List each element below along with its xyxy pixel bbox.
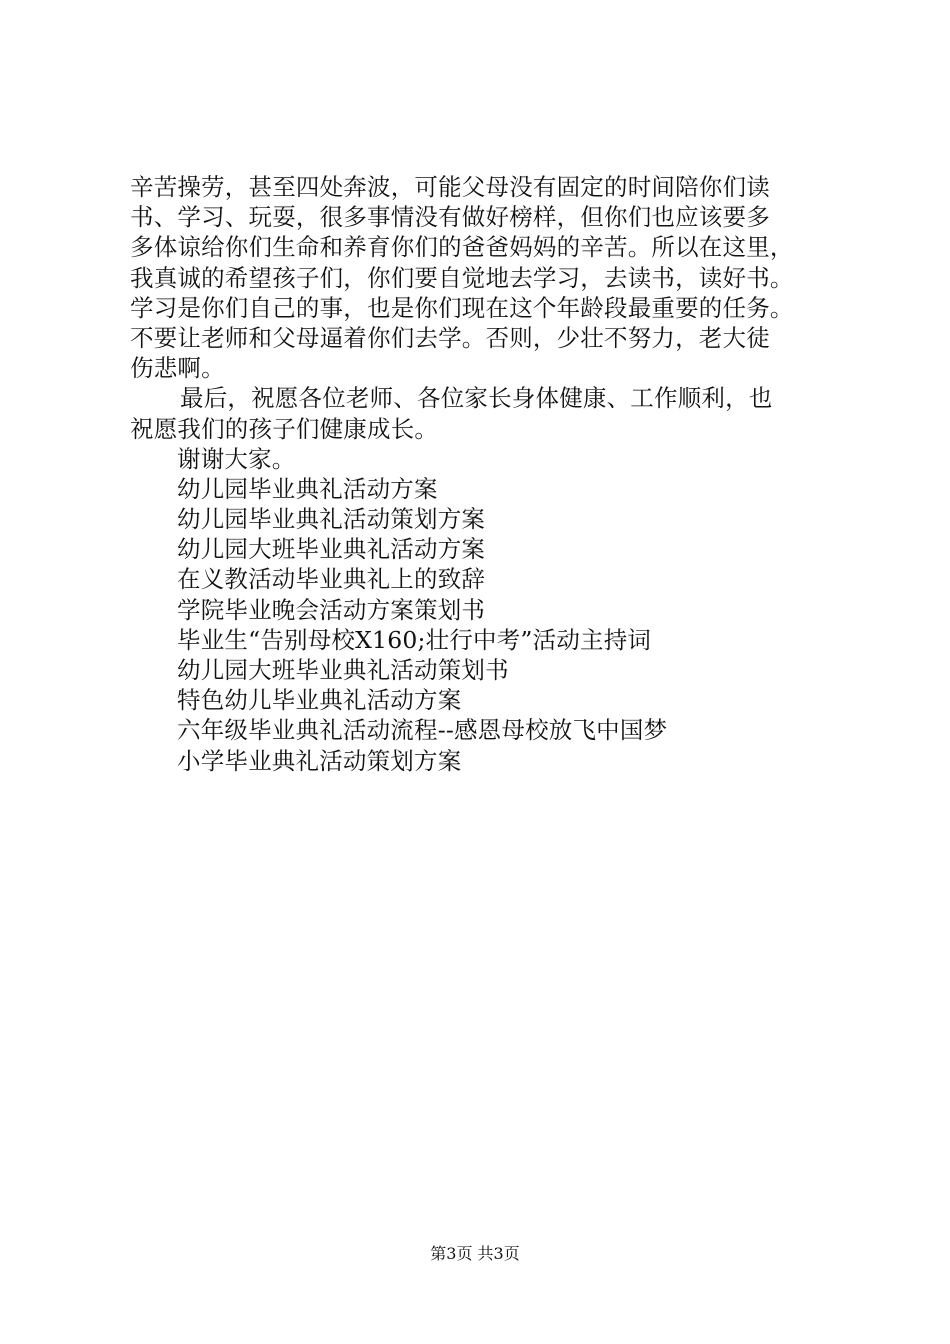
closing-line: 祝愿我们的孩子们健康成长。 [130, 414, 439, 443]
paragraph-line: 我真诚的希望孩子们，你们要自觉地去学习，去读书，读好书。 [130, 263, 794, 292]
closing-line: 最后，祝愿各位老师、各位家长身体健康、工作顺利，也 [180, 384, 773, 413]
paragraph-line: 学习是你们自己的事，也是你们现在这个年龄段最重要的任务。 [130, 293, 794, 322]
paragraph-line: 不要让老师和父母逼着你们去学。否则，少壮不努力，老大徒 [130, 323, 770, 352]
related-link[interactable]: 六年级毕业典礼活动流程--感恩母校放飞中国梦 [177, 716, 668, 745]
paragraph-line: 伤悲啊。 [130, 354, 225, 383]
related-link[interactable]: 毕业生“告别母校X160;壮行中考”活动主持词 [177, 625, 652, 654]
paragraph-line: 辛苦操劳，甚至四处奔波，可能父母没有固定的时间陪你们读 [130, 173, 770, 201]
document-body [130, 172, 850, 776]
page-footer [0, 1244, 950, 1264]
related-link[interactable]: 幼儿园大班毕业典礼活动方案 [177, 535, 486, 564]
related-link[interactable]: 幼儿园大班毕业典礼活动策划书 [177, 656, 509, 684]
related-links-list [130, 474, 850, 776]
related-link[interactable]: 在义教活动毕业典礼上的致辞 [177, 565, 486, 594]
related-link[interactable]: 幼儿园毕业典礼活动策划方案 [177, 505, 486, 534]
related-link[interactable]: 特色幼儿毕业典礼活动方案 [177, 686, 462, 715]
related-link[interactable]: 学院毕业晚会活动方案策划书 [177, 595, 486, 624]
thanks-line: 谢谢大家。 [177, 444, 296, 473]
speech-paragraph [130, 172, 850, 383]
closing-paragraph [130, 383, 850, 443]
paragraph-line: 书、学习、玩耍，很多事情没有做好榜样，但你们也应该要多 [130, 203, 770, 232]
related-link[interactable]: 小学毕业典礼活动策划方案 [177, 746, 462, 775]
related-link[interactable]: 幼儿园毕业典礼活动方案 [177, 474, 438, 503]
page-indicator: 第3页 共3页 [430, 1244, 520, 1263]
paragraph-line: 多体谅给你们生命和养育你们的爸爸妈妈的辛苦。所以在这里， [130, 233, 794, 262]
